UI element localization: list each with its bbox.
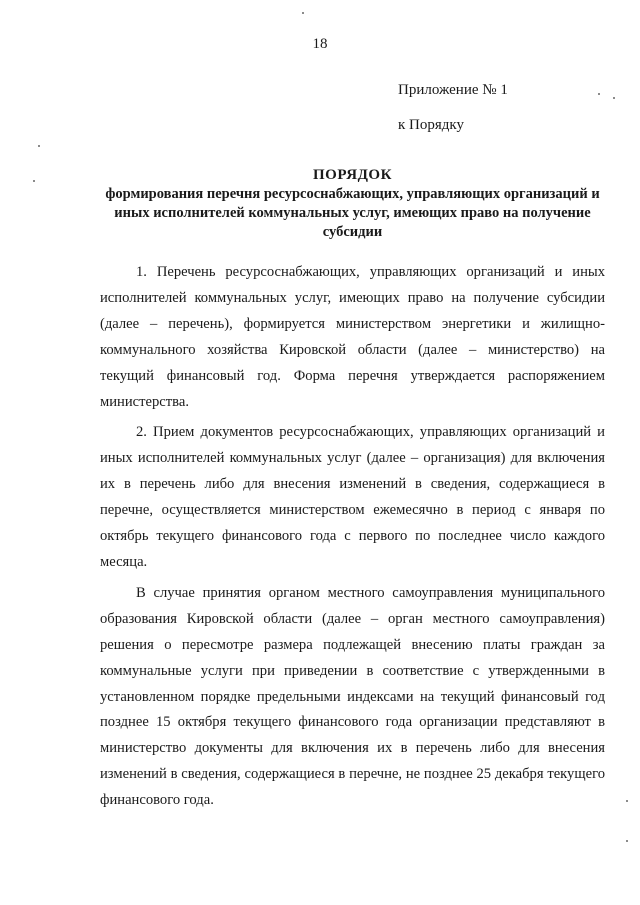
scan-speck xyxy=(598,93,600,95)
paragraph-3: В случае принятия органом местного самоуправления муниципального образования Кировской области (далее – орган местного самоуправления) решения о пересмотре размера подлежащей внесению платы граждан за коммунальные услуги при приведении в соответствие с утвержденными в установленном порядке предельными индексами на текущий финансовый год позднее 15 октября текущего финансового года организации представляют в министерство документы для включения их в перечень либо для внесения изменений в сведения, содержащиеся в перечне, не позднее 25 декабря текущего финансового года. xyxy=(100,584,605,809)
scan-speck xyxy=(33,180,35,182)
scan-speck xyxy=(626,840,628,842)
paragraph-2: 2. Прием документов ресурсоснабжающих, управляющих организаций и иных исполнителей коммунальных услуг (далее – организация) для включения их в перечень либо для внесения изменений в сведения, содержащиеся в перечне, осуществляется министерством ежемесячно в период с января по октябрь текущего финансового года с первого по последнее число каждого месяца. xyxy=(100,424,605,570)
scan-speck xyxy=(302,12,304,14)
appendix-label: Приложение № 1 xyxy=(398,82,508,98)
page-number: 18 xyxy=(312,36,328,52)
scan-speck xyxy=(38,145,40,147)
document-title-block xyxy=(100,166,605,242)
appendix-reference: к Порядку xyxy=(398,117,464,133)
scan-speck xyxy=(613,97,615,99)
document-body xyxy=(100,260,605,814)
document-subtitle: формирования перечня ресурсоснабжающих, управляющих организаций и иных исполнителей коммунальных услуг, имеющих право на получение субсидии xyxy=(105,186,600,240)
document-title: ПОРЯДОК xyxy=(313,167,392,183)
scan-speck xyxy=(626,800,628,802)
paragraph-1: 1. Перечень ресурсоснабжающих, управляющих организаций и иных исполнителей коммунальных услуг, имеющих право на получение субсидии (далее – перечень), формируется министерством энергетики и жилищно-коммунального хозяйства Кировской области (далее – министерство) на текущий финансовый год. Форма перечня утверждается распоряжением министерства. xyxy=(100,264,605,410)
